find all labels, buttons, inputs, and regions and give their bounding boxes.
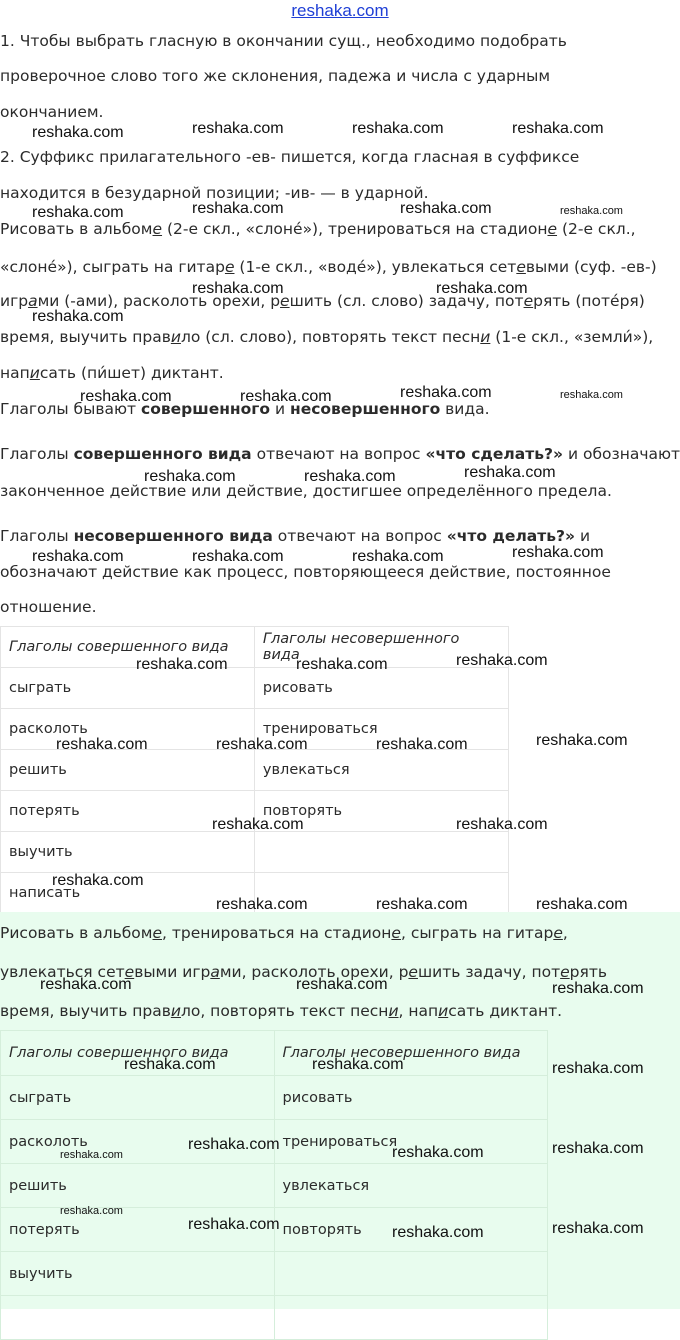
imperfective-line-2: обозначают действие как процесс, повторяющееся действие, постоянное [0,563,611,581]
watermark: reshaka.com [32,204,124,221]
table-row [1,832,509,873]
watermark: reshaka.com [216,736,308,753]
table-row [1,750,509,791]
rule-1-line-2: проверочное слово того же склонения, падежа и числа с ударным [0,67,551,85]
watermark: reshaka.com [296,976,388,993]
watermark: reshaka.com [456,652,548,669]
table-row [1,1076,548,1120]
watermark: reshaka.com [144,468,236,485]
watermark: reshaka.com [188,1216,280,1233]
watermark: reshaka.com [464,464,556,481]
table-cell: выучить [1,832,255,873]
watermark: reshaka.com [32,124,124,141]
table-header-cell: Глаголы несовершенного вида [254,627,508,668]
watermark: reshaka.com [136,656,228,673]
table-cell [1,1296,275,1340]
table-cell: рисовать [274,1076,548,1120]
explain-line-5: написать (пи́шет) диктант. [0,364,224,382]
table-cell: тренироваться [274,1120,548,1164]
table-header-cell: Глаголы совершенного вида [1,627,255,668]
answer-line-2: увлекаться сетевыми играми, расколоть орехи, решить задачу, потерять [0,963,607,981]
watermark: reshaka.com [400,200,492,217]
verbs-aspect-table [0,626,509,914]
explain-line-1: Рисовать в альбоме (2-е скл., «слоне́»), тренироваться на стадионе (2-е скл., [0,220,636,238]
watermark: reshaka.com [512,544,604,561]
watermark: reshaka.com [192,120,284,137]
watermark: reshaka.com [560,205,623,217]
table-cell: повторять [274,1208,548,1252]
table-row [1,668,509,709]
watermark: reshaka.com [376,736,468,753]
watermark: reshaka.com [552,980,644,997]
rule-1-line-3: окончанием. [0,103,104,121]
table-cell [254,832,508,873]
table-cell: увлекаться [274,1164,548,1208]
rule-2-line-2: находится в безударной позиции; -ив- — в ударной. [0,184,429,202]
table-cell: решить [1,1164,275,1208]
watermark: reshaka.com [392,1144,484,1161]
perfective-line-1: Глаголы совершенного вида отвечают на вопрос «что сделать?» и обозначают [0,445,680,463]
watermark: reshaka.com [456,816,548,833]
watermark: reshaka.com [192,280,284,297]
answer-line-1: Рисовать в альбоме, тренироваться на стадионе, сыграть на гитаре, [0,924,568,942]
watermark: reshaka.com [56,736,148,753]
table-cell: решить [1,750,255,791]
watermark: reshaka.com [312,1056,404,1073]
imperfective-line-1: Глаголы несовершенного вида отвечают на вопрос «что делать?» и [0,527,591,545]
watermark: reshaka.com [80,388,172,405]
watermark: reshaka.com [376,896,468,913]
watermark: reshaka.com [512,120,604,137]
table-row [1,1296,548,1340]
watermark: reshaka.com [192,200,284,217]
table-header-row [1,627,509,668]
watermark: reshaka.com [188,1136,280,1153]
watermark: reshaka.com [192,548,284,565]
explain-line-4: время, выучить правило (сл. слово), повторять текст песни (1-е скл., «земли́»), [0,328,654,346]
table-cell: расколоть [1,1120,275,1164]
table-cell: потерять [1,1208,275,1252]
table-cell: рисовать [254,668,508,709]
table-cell: расколоть [1,709,255,750]
table-cell: тренироваться [254,709,508,750]
watermark: reshaka.com [552,1060,644,1077]
watermark: reshaka.com [60,1205,123,1217]
table-cell: сыграть [1,668,255,709]
watermark: reshaka.com [40,976,132,993]
imperfective-line-3: отношение. [0,598,97,616]
table-cell: увлекаться [254,750,508,791]
answer-line-3: время, выучить правило, повторять текст песни, написать диктант. [0,1002,563,1020]
rule-1-line-1: 1. Чтобы выбрать гласную в окончании сущ., необходимо подобрать [0,32,567,50]
watermark: reshaka.com [392,1224,484,1241]
table-cell [274,1252,548,1296]
answer-verbs-table [0,1030,548,1340]
watermark: reshaka.com [52,872,144,889]
table-cell: повторять [254,791,508,832]
rule-2-line-1: 2. Суффикс прилагательного -ев- пишется, когда гласная в суффиксе [0,148,580,166]
watermark: reshaka.com [304,468,396,485]
table-cell [274,1296,548,1340]
explain-line-2: «слоне́»), сыграть на гитаре (1-е скл., «воде́»), увлекаться сетевыми (суф. -ев-) [0,258,657,276]
watermark: reshaka.com [400,384,492,401]
watermark: reshaka.com [552,1220,644,1237]
watermark: reshaka.com [212,816,304,833]
watermark: reshaka.com [240,388,332,405]
watermark: reshaka.com [32,548,124,565]
watermark: reshaka.com [352,120,444,137]
table-cell: сыграть [1,1076,275,1120]
watermark: reshaka.com [32,308,124,325]
table-cell: потерять [1,791,255,832]
table-row [1,1164,548,1208]
watermark: reshaka.com [552,1140,644,1157]
watermark: reshaka.com [124,1056,216,1073]
table-row [1,1252,548,1296]
table-header-cell: Глаголы совершенного вида [1,1031,275,1076]
watermark: reshaka.com [536,896,628,913]
explain-line-3: играми (-ами), расколоть орехи, решить (сл. слово) задачу, потерять (поте́ря) [0,292,645,310]
table-cell: написать [1,873,255,914]
watermark: reshaka.com [60,1149,123,1161]
perfective-line-2: законченное действие или действие, достигшее определённого предела. [0,482,612,500]
watermark: reshaka.com [436,280,528,297]
site-logo-link[interactable]: reshaka.com [291,1,389,20]
watermark: reshaka.com [296,656,388,673]
table-header-cell: Глаголы несовершенного вида [274,1031,548,1076]
watermark: reshaka.com [352,548,444,565]
aspect-intro: Глаголы бывают совершенного и несовершенного вида. [0,400,490,418]
table-header-row [1,1031,548,1076]
watermark: reshaka.com [560,389,623,401]
table-cell: выучить [1,1252,275,1296]
watermark: reshaka.com [536,732,628,749]
watermark: reshaka.com [216,896,308,913]
